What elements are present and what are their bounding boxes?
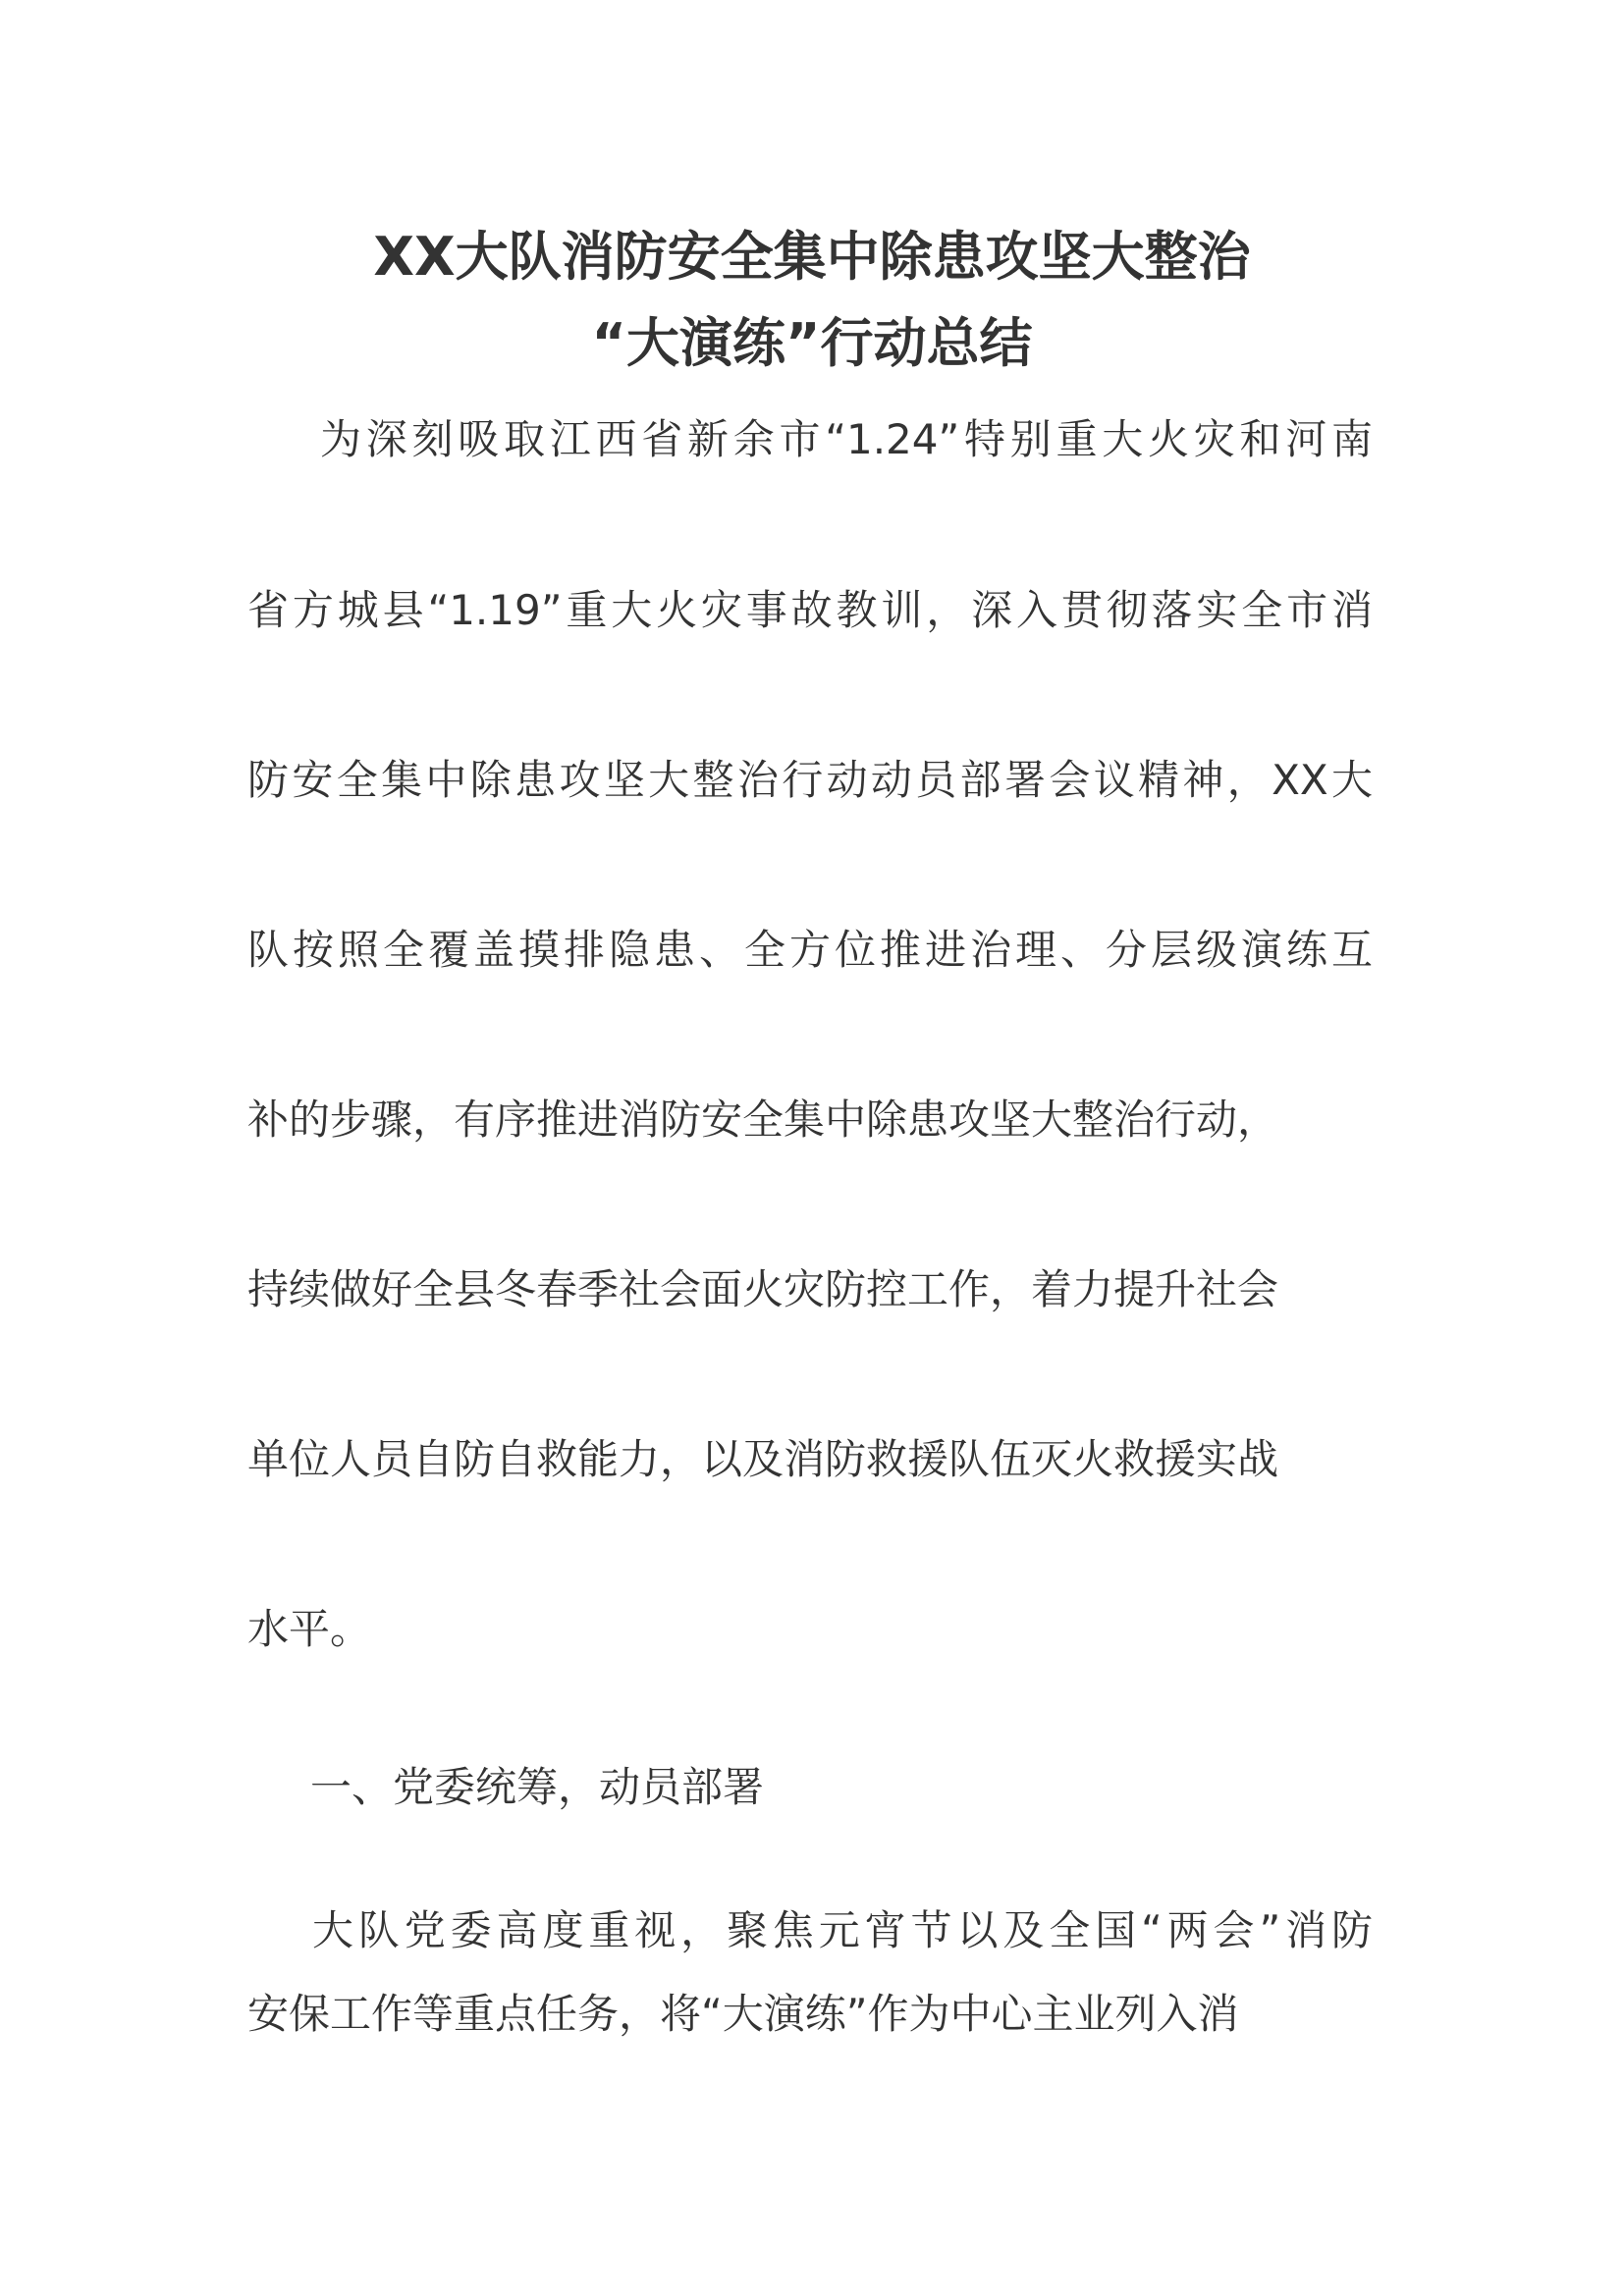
paragraph-line: 补的步骤，有序推进消防安全集中除患攻坚大整治行动，: [247, 1095, 1279, 1144]
paragraph-line: 防安全集中除患攻坚大整治行动动员部署会议精神，XX大: [247, 756, 1373, 804]
paragraph-line: 水平。: [247, 1605, 372, 1653]
document-title-line-2: “大演练”行动总结: [591, 312, 1033, 374]
paragraph-line: 队按照全覆盖摸排隐患、全方位推进治理、分层级演练互: [247, 926, 1373, 974]
paragraph-line: 为深刻吸取江西省新余市“1.24”特别重大火灾和河南: [320, 415, 1373, 463]
paragraph-line: 省方城县“1.19”重大火灾事故教训，深入贯彻落实全市消: [247, 586, 1373, 634]
paragraph-line: 单位人员自防自救能力，以及消防救援队伍灭火救援实战: [247, 1435, 1279, 1483]
paragraph-line: 持续做好全县冬春季社会面火灾防控工作，着力提升社会: [247, 1265, 1279, 1313]
paragraph-line: 大队党委高度重视，聚焦元宵节以及全国“两会”消防: [312, 1906, 1373, 1954]
document-title-line-1: XX大队消防安全集中除患攻坚大整治: [373, 226, 1251, 288]
paragraph-line: 安保工作等重点任务，将“大演练”作为中心主业列入消: [247, 1990, 1239, 2038]
section-heading: 一、党委统筹，动员部署: [310, 1763, 765, 1811]
